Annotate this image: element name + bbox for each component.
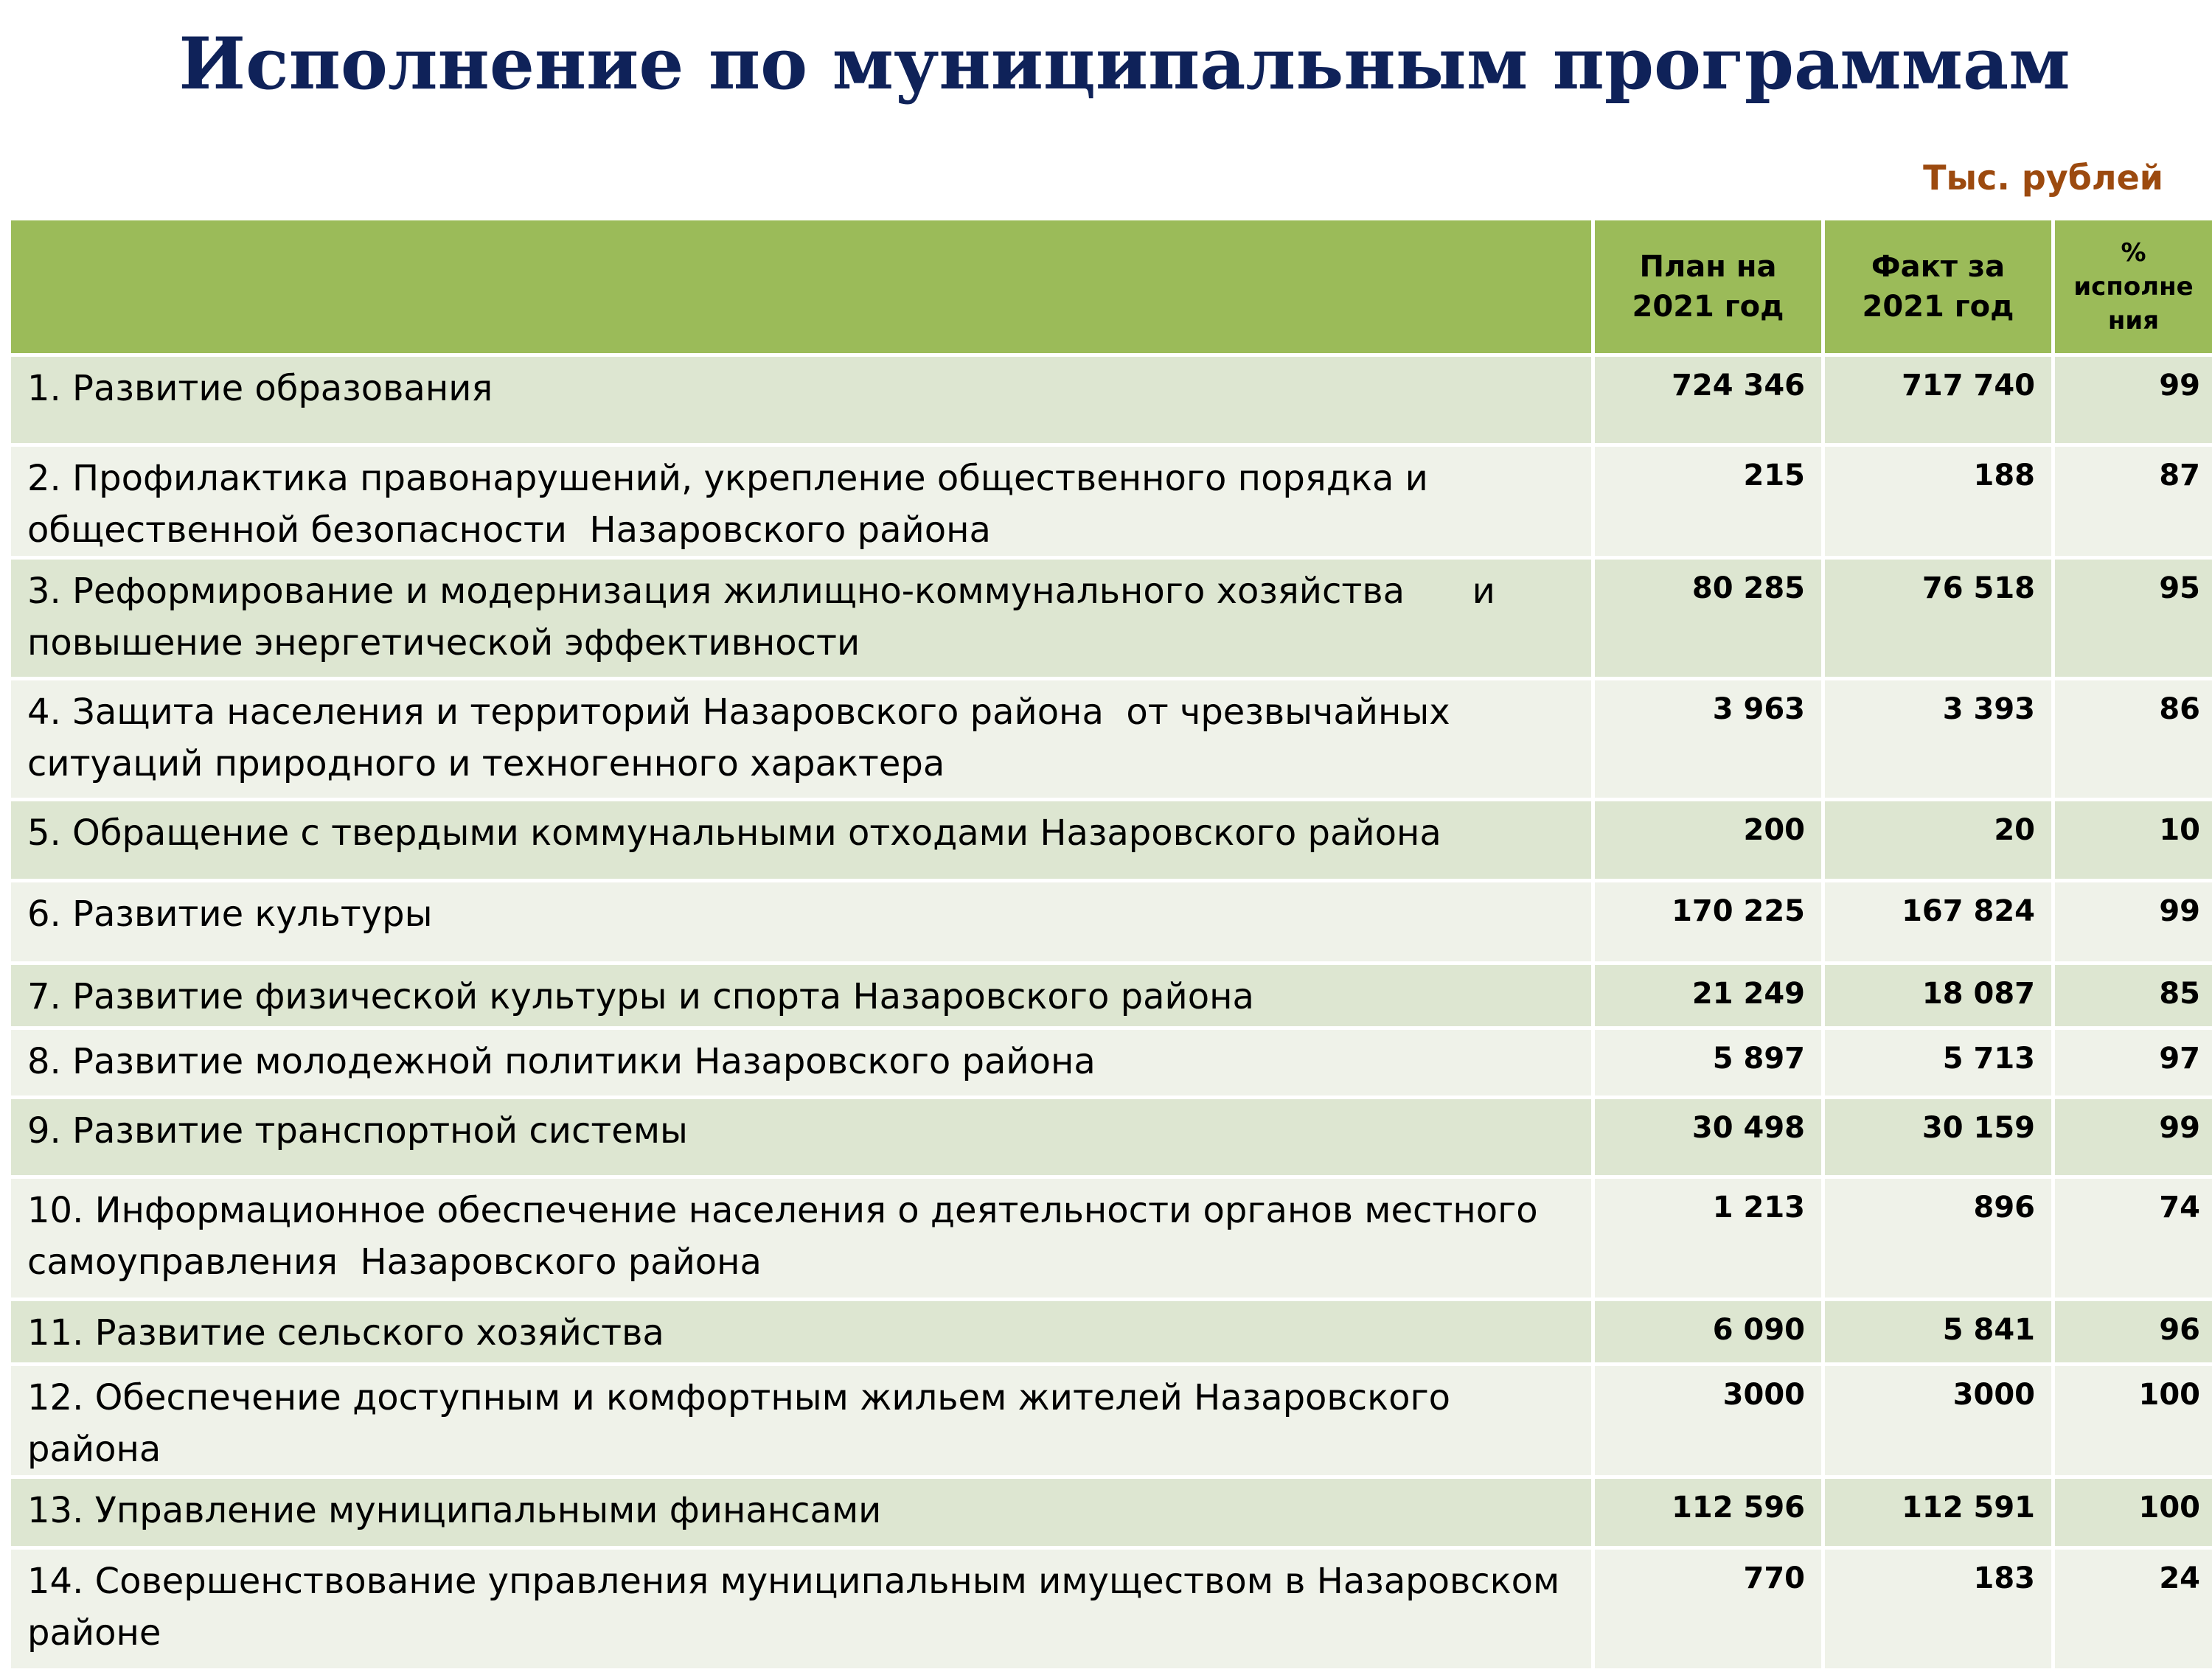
- fact-value: 20: [1823, 800, 2053, 881]
- pct-value: 97: [2053, 1028, 2212, 1098]
- pct-value: 95: [2053, 558, 2212, 679]
- pct-value: 99: [2053, 1098, 2212, 1177]
- fact-value: 717 740: [1823, 355, 2053, 445]
- plan-value: 724 346: [1593, 355, 1823, 445]
- plan-value: 1 213: [1593, 1177, 1823, 1300]
- table-row: [10, 679, 2212, 800]
- programs-table: [7, 217, 2212, 1672]
- plan-value: 3000: [1593, 1365, 1823, 1477]
- pct-value: 74: [2053, 1177, 2212, 1300]
- plan-value: 6 090: [1593, 1300, 1823, 1365]
- fact-value: 5 713: [1823, 1028, 2053, 1098]
- header-plan-line-2: 2021 год: [1595, 287, 1821, 327]
- table-row: [10, 1177, 2212, 1300]
- pct-value: 96: [2053, 1300, 2212, 1365]
- header-pct-line-3: ния: [2055, 304, 2212, 338]
- program-name: 2. Профилактика правонарушений, укрепление общественного порядка и общественной безопасности Назаровского района: [10, 445, 1593, 558]
- table-row: [10, 558, 2212, 679]
- program-name: 7. Развитие физической культуры и спорта Назаровского района: [10, 964, 1593, 1028]
- table-row: [10, 1300, 2212, 1365]
- fact-value: 3 393: [1823, 679, 2053, 800]
- units-label: Тыс. рублей: [1923, 158, 2163, 198]
- pct-value: 10: [2053, 800, 2212, 881]
- header-plan: [1593, 219, 1823, 355]
- plan-value: 215: [1593, 445, 1823, 558]
- header-pct: [2053, 219, 2212, 355]
- fact-value: 76 518: [1823, 558, 2053, 679]
- header-pct-line-1: %: [2055, 236, 2212, 270]
- pct-value: 86: [2053, 679, 2212, 800]
- header-name: [10, 219, 1593, 355]
- program-name: 14. Совершенствование управления муниципальным имуществом в Назаровском районе: [10, 1548, 1593, 1671]
- plan-value: 200: [1593, 800, 1823, 881]
- program-name: 6. Развитие культуры: [10, 881, 1593, 964]
- program-name: 10. Информационное обеспечение населения о деятельности органов местного самоуправления Назаровского района: [10, 1177, 1593, 1300]
- pct-value: 85: [2053, 964, 2212, 1028]
- table-row: [10, 964, 2212, 1028]
- pct-value: 99: [2053, 881, 2212, 964]
- fact-value: 5 841: [1823, 1300, 2053, 1365]
- fact-value: 183: [1823, 1548, 2053, 1671]
- fact-value: 30 159: [1823, 1098, 2053, 1177]
- program-name: 1. Развитие образования: [10, 355, 1593, 445]
- plan-value: 30 498: [1593, 1098, 1823, 1177]
- header-fact-line-2: 2021 год: [1825, 287, 2051, 327]
- pct-value: 100: [2053, 1477, 2212, 1548]
- plan-value: 112 596: [1593, 1477, 1823, 1548]
- table-row: [10, 1548, 2212, 1671]
- fact-value: 167 824: [1823, 881, 2053, 964]
- program-name: 12. Обеспечение доступным и комфортным жильем жителей Назаровского района: [10, 1365, 1593, 1477]
- program-name: 3. Реформирование и модернизация жилищно-коммунального хозяйства и повышение энергетической эффективности: [10, 558, 1593, 679]
- fact-value: 3000: [1823, 1365, 2053, 1477]
- program-name: 8. Развитие молодежной политики Назаровского района: [10, 1028, 1593, 1098]
- program-name: 13. Управление муниципальными финансами: [10, 1477, 1593, 1548]
- table-header-row: [10, 219, 2212, 355]
- fact-value: 112 591: [1823, 1477, 2053, 1548]
- pct-value: 99: [2053, 355, 2212, 445]
- pct-value: 24: [2053, 1548, 2212, 1671]
- plan-value: 5 897: [1593, 1028, 1823, 1098]
- program-name: 11. Развитие сельского хозяйства: [10, 1300, 1593, 1365]
- table-row: [10, 1365, 2212, 1477]
- fact-value: 18 087: [1823, 964, 2053, 1028]
- fact-value: 188: [1823, 445, 2053, 558]
- plan-value: 21 249: [1593, 964, 1823, 1028]
- header-plan-line-1: План на: [1595, 247, 1821, 287]
- plan-value: 3 963: [1593, 679, 1823, 800]
- table-row: [10, 800, 2212, 881]
- program-name: 5. Обращение с твердыми коммунальными отходами Назаровского района: [10, 800, 1593, 881]
- pct-value: 87: [2053, 445, 2212, 558]
- table-row: [10, 1098, 2212, 1177]
- header-fact: [1823, 219, 2053, 355]
- table-row: [10, 881, 2212, 964]
- page-title: Исполнение по муниципальным программам: [0, 22, 2212, 105]
- table-row: [10, 1477, 2212, 1548]
- header-fact-line-1: Факт за: [1825, 247, 2051, 287]
- program-name: 4. Защита населения и территорий Назаровского района от чрезвычайных ситуаций природного и техногенного характера: [10, 679, 1593, 800]
- program-name: 9. Развитие транспортной системы: [10, 1098, 1593, 1177]
- pct-value: 100: [2053, 1365, 2212, 1477]
- header-pct-line-2: исполне: [2055, 270, 2212, 304]
- fact-value: 896: [1823, 1177, 2053, 1300]
- table-row: [10, 1028, 2212, 1098]
- table-row: [10, 445, 2212, 558]
- table-row: [10, 355, 2212, 445]
- plan-value: 170 225: [1593, 881, 1823, 964]
- plan-value: 770: [1593, 1548, 1823, 1671]
- plan-value: 80 285: [1593, 558, 1823, 679]
